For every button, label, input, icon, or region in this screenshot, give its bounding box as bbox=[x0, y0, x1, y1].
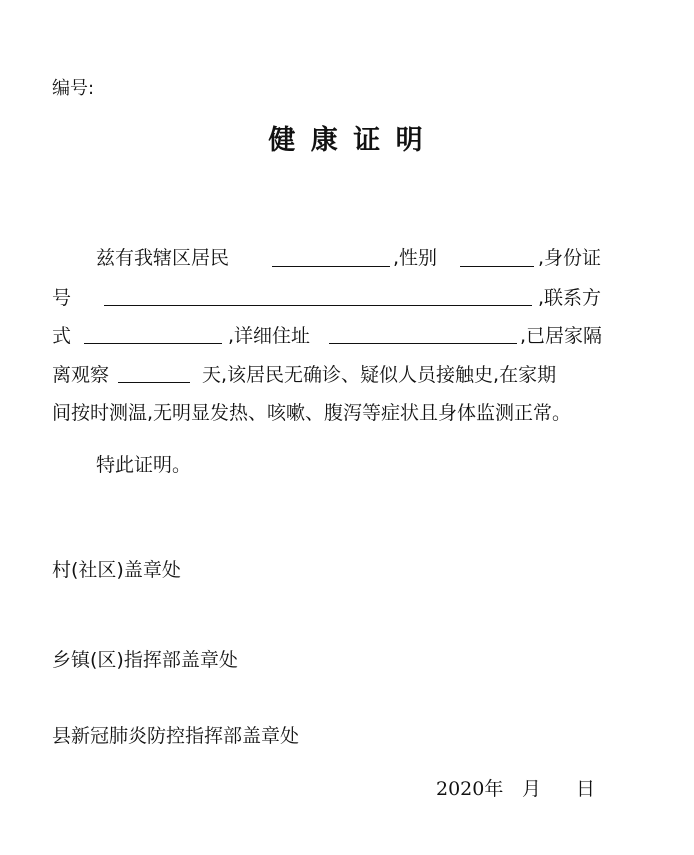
date-month: 月 bbox=[522, 778, 542, 800]
body-line4-a: 离观察 bbox=[52, 364, 110, 386]
document-number-label: 编号: bbox=[52, 78, 95, 99]
page-title: 健 康 证 明 bbox=[268, 125, 426, 156]
date-day: 日 bbox=[576, 778, 596, 800]
body-line1-c: ,身份证 bbox=[538, 247, 602, 269]
body-line3-a: 式 bbox=[52, 325, 72, 347]
body-line3-b: ,详细住址 bbox=[228, 325, 311, 347]
name-blank bbox=[272, 266, 390, 267]
closing-text: 特此证明。 bbox=[96, 454, 192, 476]
body-line1-b: ,性别 bbox=[393, 247, 438, 269]
body-line3-c: ,已居家隔 bbox=[520, 325, 603, 347]
village-stamp-label: 村(社区)盖章处 bbox=[52, 559, 181, 581]
body-line2-a: 号 bbox=[52, 287, 72, 309]
contact-blank bbox=[84, 343, 222, 344]
body-line1-a: 兹有我辖区居民 bbox=[96, 247, 230, 269]
days-blank bbox=[118, 382, 190, 383]
county-stamp-label: 县新冠肺炎防控指挥部盖章处 bbox=[52, 725, 300, 747]
body-line5: 间按时测温,无明显发热、咳嗽、腹泻等症状且身体监测正常。 bbox=[52, 402, 572, 424]
gender-blank bbox=[460, 266, 534, 267]
id-number-blank bbox=[104, 305, 532, 306]
township-stamp-label: 乡镇(区)指挥部盖章处 bbox=[52, 649, 238, 671]
body-line4-b: 天,该居民无确诊、疑似人员接触史,在家期 bbox=[202, 364, 557, 386]
address-blank bbox=[329, 343, 517, 344]
date-year: 2020年 bbox=[436, 778, 504, 800]
body-line2-b: ,联系方 bbox=[538, 287, 602, 309]
